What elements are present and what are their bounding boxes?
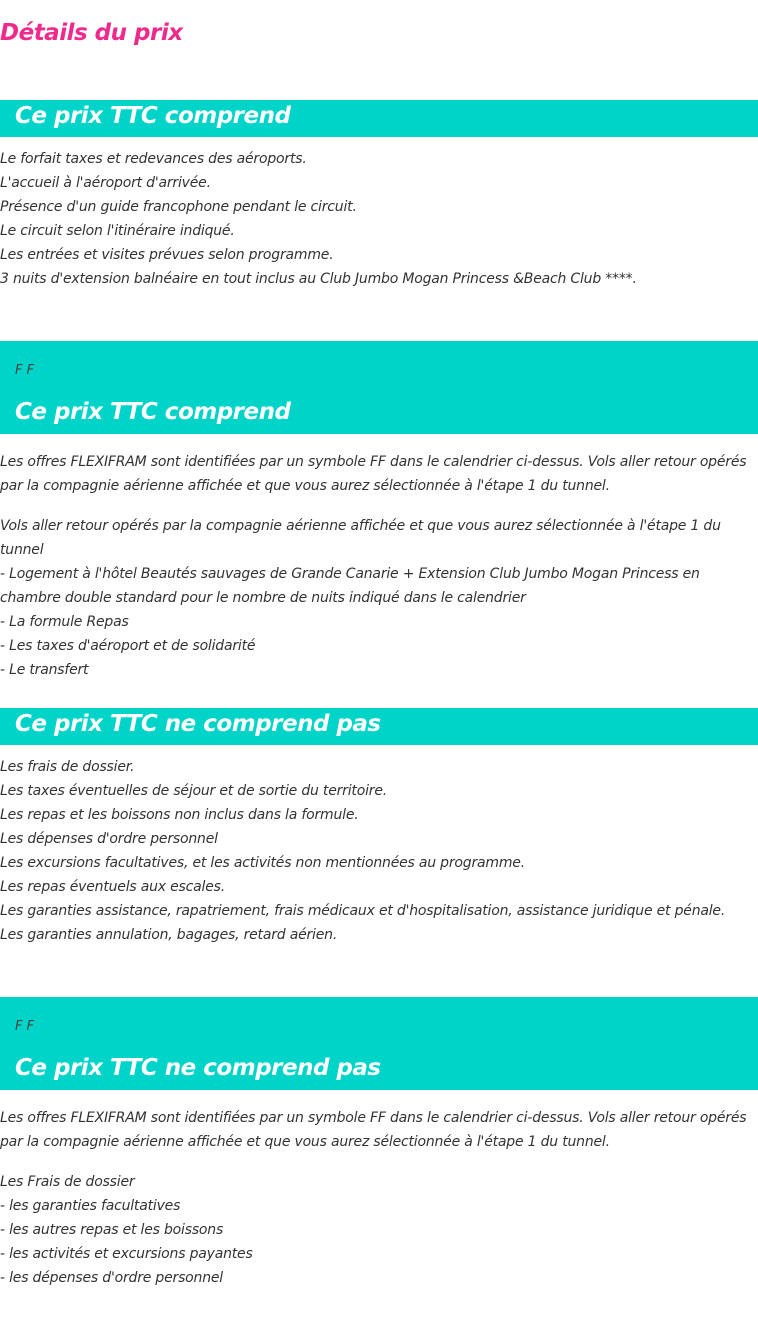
- ff-code: F F: [15, 363, 35, 378]
- section-title-included-ff: Ce prix TTC comprend: [15, 399, 291, 425]
- list-item: L'accueil à l'aéroport d'arrivée.: [0, 175, 211, 191]
- section-title-excluded-ff: Ce prix TTC ne comprend pas: [15, 1055, 381, 1081]
- list-item: Le circuit selon l'itinéraire indiqué.: [0, 223, 235, 239]
- list-item: Les entrées et visites prévues selon programme.: [0, 247, 334, 263]
- list-item: Les garanties annulation, bagages, retard aérien.: [0, 927, 338, 943]
- list-item: Les excursions facultatives, et les activités non mentionnées au programme.: [0, 855, 525, 871]
- list-item: 3 nuits d'extension balnéaire en tout inclus au Club Jumbo Mogan Princess &Beach Club ****.: [0, 271, 637, 287]
- list-item: Les repas éventuels aux escales.: [0, 879, 225, 895]
- ff-excluded-intro: Les offres FLEXIFRAM sont identifiées par un symbole FF dans le calendrier ci-dessus. Vols aller retour opérés par la compagnie aérienne affichée et que vous aurez sélectionnée à l'étape 1 du tunnel.: [0, 1110, 747, 1150]
- section-header-included-ff: [0, 341, 758, 434]
- section-header-excluded-ff: [0, 997, 758, 1090]
- list-item: Les garanties assistance, rapatriement, frais médicaux et d'hospitalisation, assistance juridique et pénale.: [0, 903, 726, 919]
- section-title-excluded: Ce prix TTC ne comprend pas: [15, 711, 381, 737]
- ff-included-details: Vols aller retour opérés par la compagnie aérienne affichée et que vous aurez sélectionnée à l'étape 1 du tunnel - Logement à l'hôtel Beautés sauvages de Grande Canarie + Extension Club Jumbo Mogan Princess en chambre double standard pour le nombre de nuits indiqué dans le calendrier - La formule Repas - Les taxes d'aéroport et de solidarité - Le transfert: [0, 518, 721, 678]
- included-list: [0, 147, 758, 291]
- ff-included-intro: Les offres FLEXIFRAM sont identifiées par un symbole FF dans le calendrier ci-dessus. Vols aller retour opérés par la compagnie aérienne affichée et que vous aurez sélectionnée à l'étape 1 du tunnel.: [0, 454, 747, 494]
- ff-excluded-details: Les Frais de dossier - les garanties facultatives - les autres repas et les boissons - les activités et excursions payantes - les dépenses d'ordre personnel: [0, 1174, 253, 1286]
- list-item: Les taxes éventuelles de séjour et de sortie du territoire.: [0, 783, 387, 799]
- list-item: Les dépenses d'ordre personnel: [0, 831, 218, 847]
- page-title: Détails du prix: [0, 20, 183, 46]
- section-header-included: [0, 100, 758, 137]
- list-item: Les repas et les boissons non inclus dans la formule.: [0, 807, 359, 823]
- section-title-included: Ce prix TTC comprend: [15, 103, 291, 129]
- ff-code: F F: [15, 1019, 35, 1034]
- list-item: Le forfait taxes et redevances des aéroports.: [0, 151, 307, 167]
- section-header-excluded: [0, 708, 758, 745]
- excluded-list: [0, 755, 758, 947]
- list-item: Les frais de dossier.: [0, 759, 135, 775]
- list-item: Présence d'un guide francophone pendant le circuit.: [0, 199, 357, 215]
